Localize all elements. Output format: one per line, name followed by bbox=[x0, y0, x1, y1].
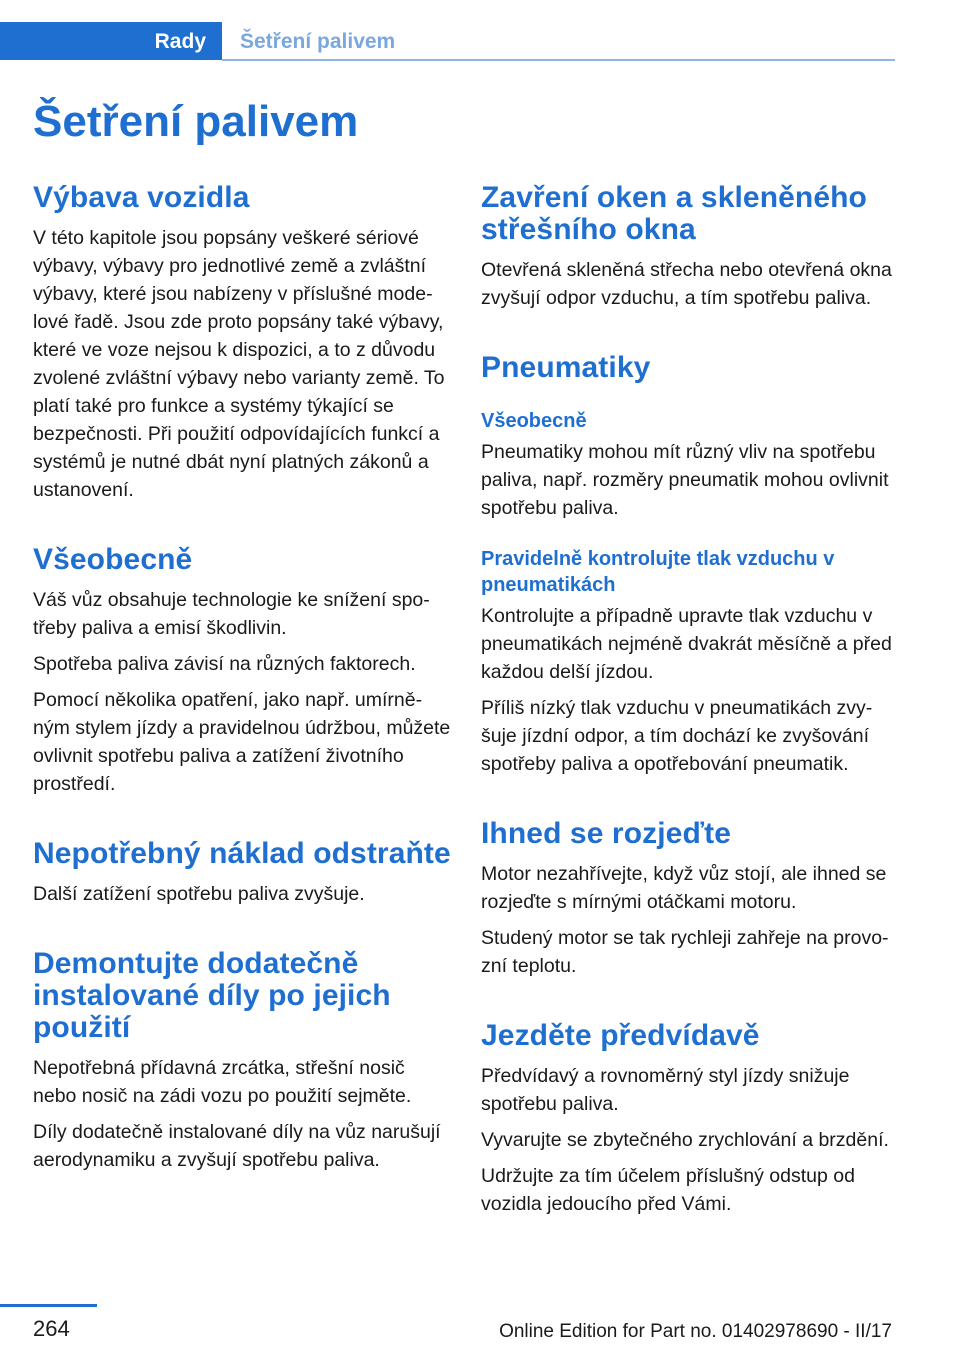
paragraph: Vyvarujte se zbytečného zrychlování a brzdění. bbox=[481, 1129, 889, 1151]
paragraph: Spotřeba paliva závisí na různých faktorech. bbox=[33, 653, 416, 675]
section-zavreni-oken bbox=[481, 182, 899, 312]
footer-edition: Online Edition for Part no. 01402978690 - II/17 bbox=[499, 1321, 892, 1342]
section-heading: Ihned se rozjeďte bbox=[481, 817, 731, 850]
paragraph: Další zatížení spotřebu paliva zvyšuje. bbox=[33, 883, 365, 905]
page-number: 264 bbox=[33, 1316, 70, 1341]
header-section-tab[interactable]: Rady bbox=[154, 30, 206, 53]
right-column bbox=[481, 182, 899, 1218]
header-divider bbox=[222, 59, 895, 61]
section-heading: Demontujte dodatečně instalované díly po jejich použití bbox=[33, 947, 391, 1044]
section-vybava-vozidla bbox=[33, 182, 451, 504]
section-heading: Jezděte předvídavě bbox=[481, 1019, 760, 1052]
subsection-heading: Všeobecně bbox=[481, 410, 587, 432]
section-jezdete bbox=[481, 1020, 899, 1218]
paragraph: Otevřená skleněná střecha nebo otevřená okna zvyšují odpor vzduchu, a tím spotřebu paliva. bbox=[481, 259, 892, 309]
paragraph: Pomocí několika opatření, jako např. umírněným stylem jízdy a pravidelnou údržbou, můžete ovlivnit spotřebu paliva a zatížení životního prostředí. bbox=[33, 689, 451, 795]
paragraph: Nepotřebná přídavná zrcátka, střešní nosič nebo nosič na zádi vozu po použití sejměte. bbox=[33, 1057, 412, 1107]
section-heading: Pneumatiky bbox=[481, 351, 651, 384]
paragraph: Příliš nízký tlak vzduchu v pneumatikách zvyšuje jízdní odpor, a tím dochází ke zvyšování spotřeby paliva a opotřebování pneumatik. bbox=[481, 697, 873, 775]
paragraph: Pneumatiky mohou mít různý vliv na spotřebu paliva, např. rozměry pneumatik mohou ovlivnit spotřebu paliva. bbox=[481, 441, 889, 519]
paragraph: Studený motor se tak rychleji zahřeje na provozní teplotu. bbox=[481, 927, 889, 977]
paragraph: Předvídavý a rovnoměrný styl jízdy snižuje spotřebu paliva. bbox=[481, 1065, 850, 1115]
page-title: Šetření palivem bbox=[33, 97, 359, 146]
paragraph: Kontrolujte a případně upravte tlak vzduchu v pneumatikách nejméně dvakrát měsíčně a před každou delší jízdou. bbox=[481, 605, 892, 683]
paragraph: Díly dodatečně instalované díly na vůz narušují aerodynamiku a zvyšují spotřebu paliva. bbox=[33, 1121, 441, 1171]
section-heading: Všeobecně bbox=[33, 543, 193, 576]
section-naklad bbox=[33, 838, 451, 908]
paragraph: Váš vůz obsahuje technologie ke snížení spotřeby paliva a emisí škodlivin. bbox=[33, 589, 430, 639]
section-ihned bbox=[481, 818, 899, 980]
footer-divider bbox=[0, 1304, 97, 1307]
subsection-heading: Pravidelně kontrolujte tlak vzduchu v pneumatikách bbox=[481, 548, 835, 596]
section-heading: Zavření oken a skleněného střešního okna bbox=[481, 181, 867, 246]
section-vseobecne bbox=[33, 544, 451, 798]
header-breadcrumb[interactable]: Šetření palivem bbox=[240, 30, 396, 53]
page-header bbox=[0, 22, 895, 62]
section-heading: Výbava vozidla bbox=[33, 181, 250, 214]
paragraph: V této kapitole jsou popsány veškeré sériové výbavy, výbavy pro jednotlivé země a zvláštní výbavy, které jsou nabízeny v příslušné modelové řadě. Jsou zde proto popsány také výbavy, které ve voze nejsou k dispozici, a to z důvodu zvolené zvláštní výbavy nebo varianty země. To platí také pro funkce a systémy týkající se bezpečnosti. Při použití odpovídajících funkcí a systémů je nutné dbát nyní platných zákonů a ustanovení. bbox=[33, 227, 445, 501]
paragraph: Udržujte za tím účelem příslušný odstup od vozidla jedoucího před Vámi. bbox=[481, 1165, 855, 1215]
paragraph: Motor nezahřívejte, když vůz stojí, ale ihned se rozjeďte s mírnými otáčkami motoru. bbox=[481, 863, 887, 913]
left-column bbox=[33, 182, 451, 1174]
section-demontujte bbox=[33, 948, 451, 1174]
section-pneumatiky bbox=[481, 352, 899, 778]
section-heading: Nepotřebný náklad odstraňte bbox=[33, 837, 451, 870]
